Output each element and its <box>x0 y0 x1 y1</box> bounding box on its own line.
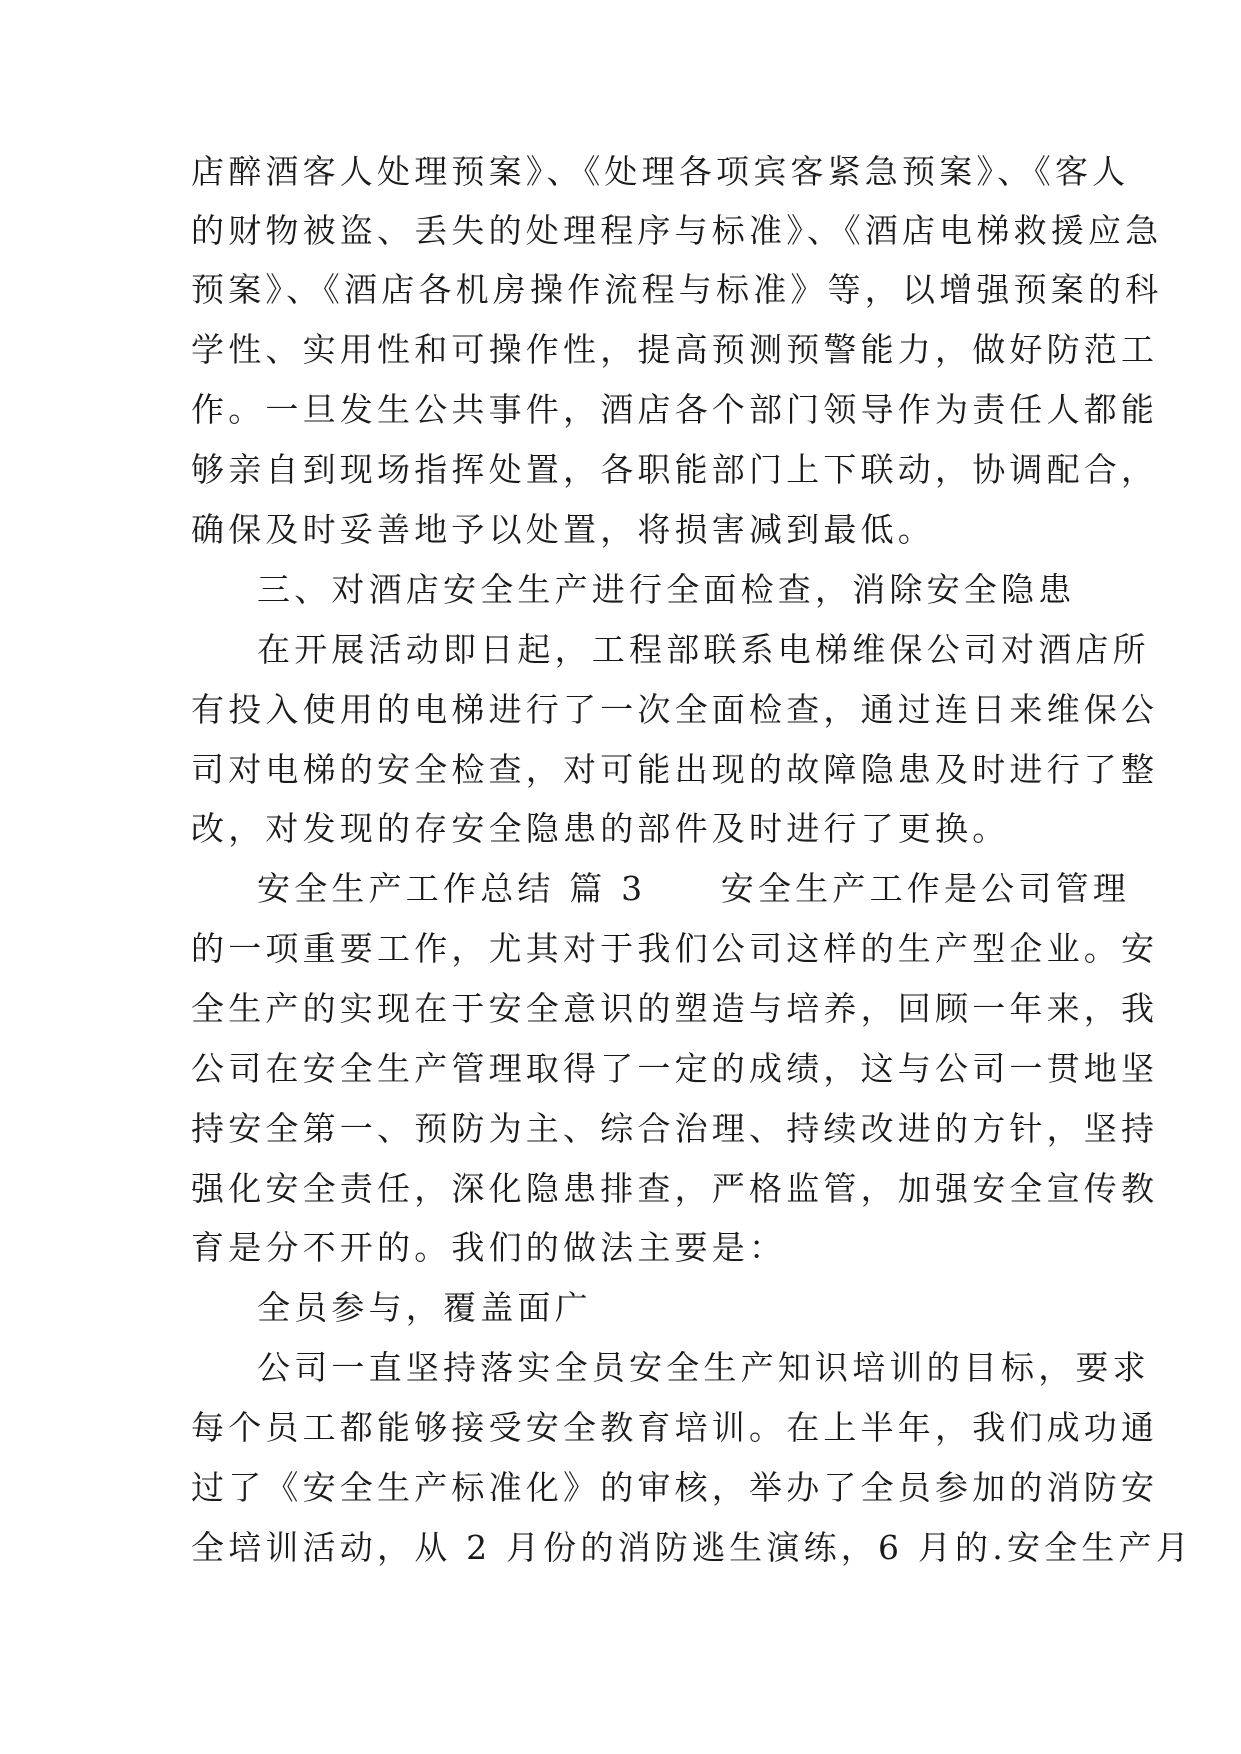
text-line: 每个员工都能够接受安全教育培训。在上半年，我们成功通 <box>191 1408 1159 1447</box>
text-line: 预案》、《酒店各机房操作流程与标准》等，以增强预案的科 <box>191 270 1163 309</box>
text-line: 全生产的实现在于安全意识的塑造与培养，回顾一年来，我 <box>191 989 1159 1028</box>
text-line: 持安全第一、预防为主、综合治理、持续改进的方针，坚持 <box>191 1109 1159 1148</box>
text-line: 全培训活动，从 2 月份的消防逃生演练，6 月的.安全生产月 <box>191 1528 1193 1567</box>
text-line: 的财物被盗、丢失的处理程序与标准》、《酒店电梯救援应急 <box>191 211 1163 250</box>
text-line: 够亲自到现场指挥处置，各职能部门上下联动，协调配合， <box>191 450 1159 489</box>
text-line: 公司在安全生产管理取得了一定的成绩，这与公司一贯地坚 <box>191 1049 1159 1088</box>
text-line: 改，对发现的存安全隐患的部件及时进行了更换。 <box>191 809 1010 848</box>
text-line: 育是分不开的。我们的做法主要是： <box>191 1228 787 1267</box>
section-heading: 全员参与，覆盖面广 <box>257 1288 592 1327</box>
text-line: 强化安全责任，深化隐患排查，严格监管，加强安全宣传教 <box>191 1169 1159 1208</box>
text-line: 公司一直坚持落实全员安全生产知识培训的目标，要求 <box>257 1348 1150 1387</box>
text-line: 过了《安全生产标准化》的审核，举办了全员参加的消防安 <box>191 1468 1159 1507</box>
text-line: 学性、实用性和可操作性，提高预测预警能力，做好防范工 <box>191 330 1159 369</box>
section-title: 安全生产工作总结 篇 3 安全生产工作是公司管理 <box>257 869 1130 908</box>
text-line: 确保及时妥善地予以处置，将损害减到最低。 <box>191 510 935 549</box>
text-line: 店醉酒客人处理预案》、《处理各项宾客紧急预案》、《客人 <box>191 152 1130 191</box>
text-line: 作。一旦发生公共事件，酒店各个部门领导作为责任人都能 <box>191 390 1159 429</box>
text-line: 有投入使用的电梯进行了一次全面检查，通过连日来维保公 <box>191 690 1159 729</box>
text-line: 的一项重要工作，尤其对于我们公司这样的生产型企业。安 <box>191 929 1159 968</box>
text-line: 司对电梯的安全检查，对可能出现的故障隐患及时进行了整 <box>191 750 1159 789</box>
section-heading: 三、对酒店安全生产进行全面检查，消除安全隐患 <box>257 570 1076 609</box>
text-line: 在开展活动即日起，工程部联系电梯维保公司对酒店所 <box>257 630 1150 669</box>
